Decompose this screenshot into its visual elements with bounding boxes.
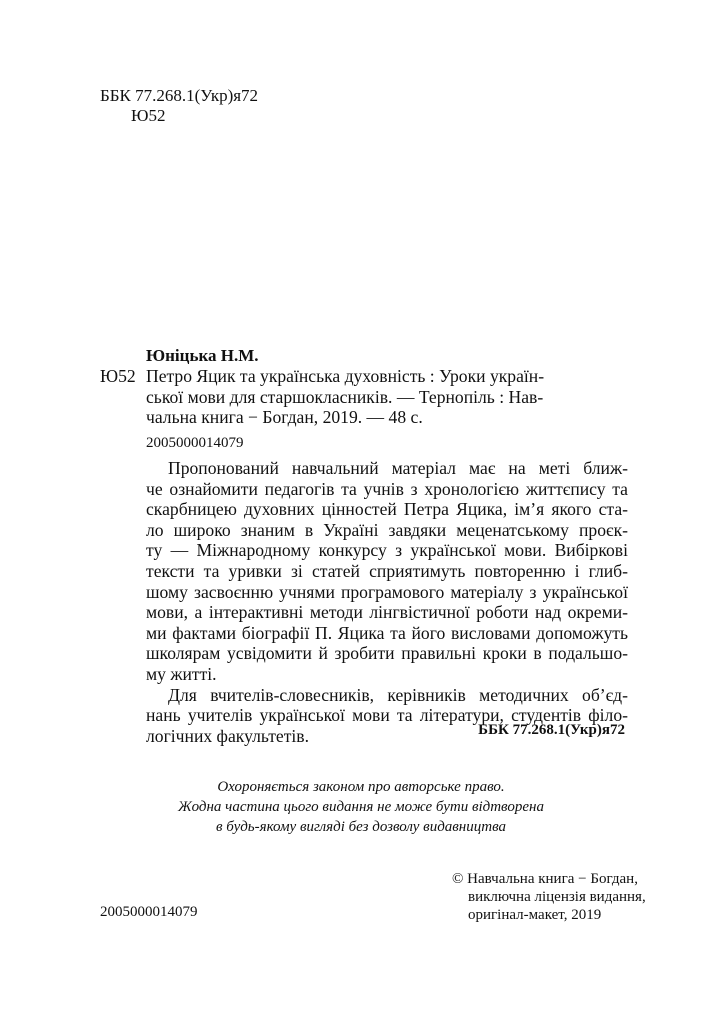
bibl-text-1: Петро Яцик та українська духовність : Уроки україн- — [146, 366, 545, 386]
author-mark: Ю52 — [131, 106, 166, 125]
author-name: Юніцька Н.М. — [146, 346, 259, 365]
annotation-line: школярам усвідомити й зробити правильні кроки в подальшо- — [146, 643, 628, 664]
isbn-bottom: 2005000014079 — [100, 904, 198, 920]
annotation-line: ло широко знаним в Україні завдяки меценатському проєк- — [146, 519, 628, 540]
copyright-layout: оригінал-макет, 2019 — [468, 907, 602, 923]
bibl-line-3: чальна книга − Богдан, 2019. — 48 с. — [146, 407, 423, 427]
bibl-line-2: ської мови для старшокласників. — Тернопіль : Нав- — [146, 386, 544, 407]
bibliographic-description — [100, 366, 610, 428]
author-mark-code: Ю52 — [100, 366, 136, 386]
annotation-line: Пропонований навчальний матеріал має на меті ближ- — [168, 458, 628, 478]
annotation-line: Для вчителів-словесників, керівників методичних об’єд- — [168, 684, 628, 705]
isbn-number: 2005000014079 — [146, 435, 244, 451]
copyright-notice — [0, 777, 722, 837]
annotation-line: му житті. — [146, 663, 217, 684]
annotation-line: ту — Міжнародному конкурсу з української мови. Вибіркові — [146, 540, 628, 561]
copyright-notice-line: Охороняється законом про авторське право. — [217, 779, 505, 795]
bbk-index-bottom: ББК 77.268.1(Укр)я72 — [478, 722, 625, 738]
annotation-line: ми фактами біографії П. Яцика та його висловами допоможуть — [146, 622, 628, 643]
bbk-code: ББК 77.268.1(Укр)я72 — [100, 86, 259, 105]
annotation-line: скарбницею духовних цінностей Петра Яцика, ім’я якого ста- — [146, 499, 628, 520]
bbk-index-top — [100, 86, 258, 126]
copyright-notice-line: в будь-якому вигляді без дозволу видавництва — [216, 819, 506, 835]
annotation — [146, 458, 628, 746]
annotation-line: шому засвоєнню учнями програмового матеріалу з української — [146, 581, 628, 602]
annotation-line: логічних факультетів. — [146, 725, 309, 746]
annotation-line: тексти та уривки зі статей сприятимуть повторенню і глиб- — [146, 560, 628, 581]
copyright-notice-line: Жодна частина цього видання не може бути відтворена — [178, 799, 544, 815]
annotation-line: мови, а інтерактивні методи лінгвістичної роботи над окреми- — [146, 602, 628, 623]
copyright-block — [452, 870, 646, 924]
bibl-line-1 — [100, 366, 610, 387]
copyright-license: виключна ліцензія видання, — [468, 889, 646, 905]
copyright-holder: © Навчальна книга − Богдан, — [452, 871, 638, 887]
annotation-line: че ознайомити педагогів та учнів з хронологією життєпису та — [146, 478, 628, 499]
annotation-line: нань учителів української мови та літератури, студентів філо- — [146, 705, 628, 726]
